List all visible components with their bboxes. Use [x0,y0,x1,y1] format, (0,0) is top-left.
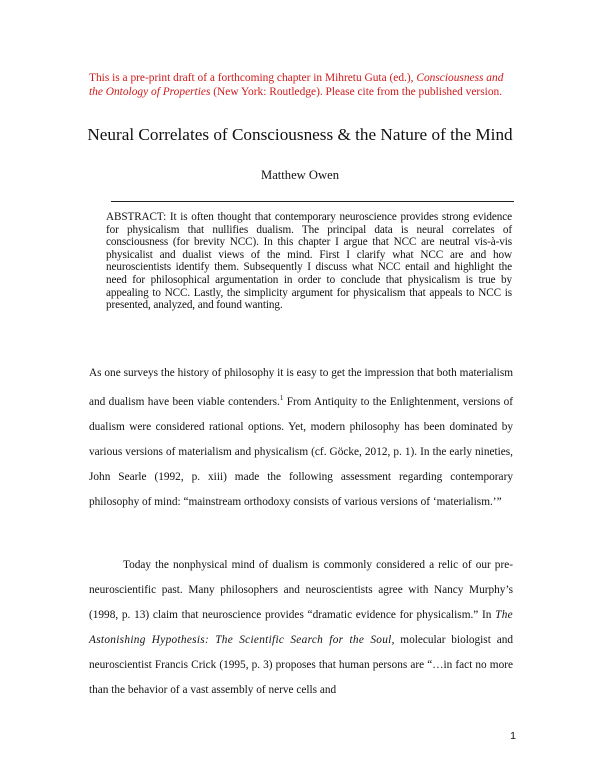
cited-book-title: The Astonishing Hypothesis: The Scientific Search for the Soul [89,609,513,646]
footnote-marker[interactable]: 1 [279,394,284,402]
author-name: Matthew Owen [261,168,339,182]
preprint-book-title: Consciousness and the Ontology of Properties [89,72,504,98]
body-paragraph-2 [89,553,513,703]
paragraph-2-text-a: Today the nonphysical mind of dualism is commonly considered a relic of our pre-neuroscientific past. Many philosophers and neuroscientists agree with Nancy Murphy’s (1998, p. 13) claim that neuroscience provides “dramatic evidence for physicalism.” In [89,559,513,621]
preprint-notice [89,71,517,99]
preprint-notice-lead: This is a pre-print draft of a forthcoming chapter in Mihretu Guta (ed.), [89,72,417,84]
paragraph-1-text-a: As one surveys the history of philosophy it is easy to get the impression that both materialism and dualism have been viable contenders. [89,367,513,408]
abstract: ABSTRACT: It is often thought that contemporary neuroscience provides strong evidence for physicalism that nullifies dualism. The principal data is neural correlates of consciousness (for brevity NCC). In this chapter I argue that NCC are neutral vis-à-vis physicalist and dualist views of the mind. First I clarify what NCC are and how neuroscientists identify them. Subsequently I discuss what NCC entail and highlight the need for philosophical argumentation in order to conclude that physicalism is true by appealing to NCC. Lastly, the simplicity argument for physicalism that appeals to NCC is presented, analyzed, and found wanting. [106,211,512,312]
body-paragraph-1 [89,361,513,515]
preprint-notice-tail: (New York: Routledge). Please cite from the published version. [210,86,503,98]
title-divider [111,201,514,202]
chapter-title: Neural Correlates of Consciousness & the Nature of the Mind [87,125,513,144]
page-number: 1 [510,730,516,742]
paragraph-1-text-b: From Antiquity to the Enlightenment, versions of dualism were considered rational options. Yet, modern philosophy has been dominated by various versions of materialism and physicalism (cf. Göcke, 2012, p. 1). In the early nineties, John Searle (1992, p. xiii) made the following assessment regarding contemporary philosophy of mind: “mainstream orthodoxy consists of various versions of ‘materialism.’” [89,396,514,508]
paragraph-2-text-b: , molecular biologist and neuroscientist Francis Crick (1995, p. 3) proposes that human persons are “…in fact no more than the behavior of a vast assembly of nerve cells and [89,634,513,696]
